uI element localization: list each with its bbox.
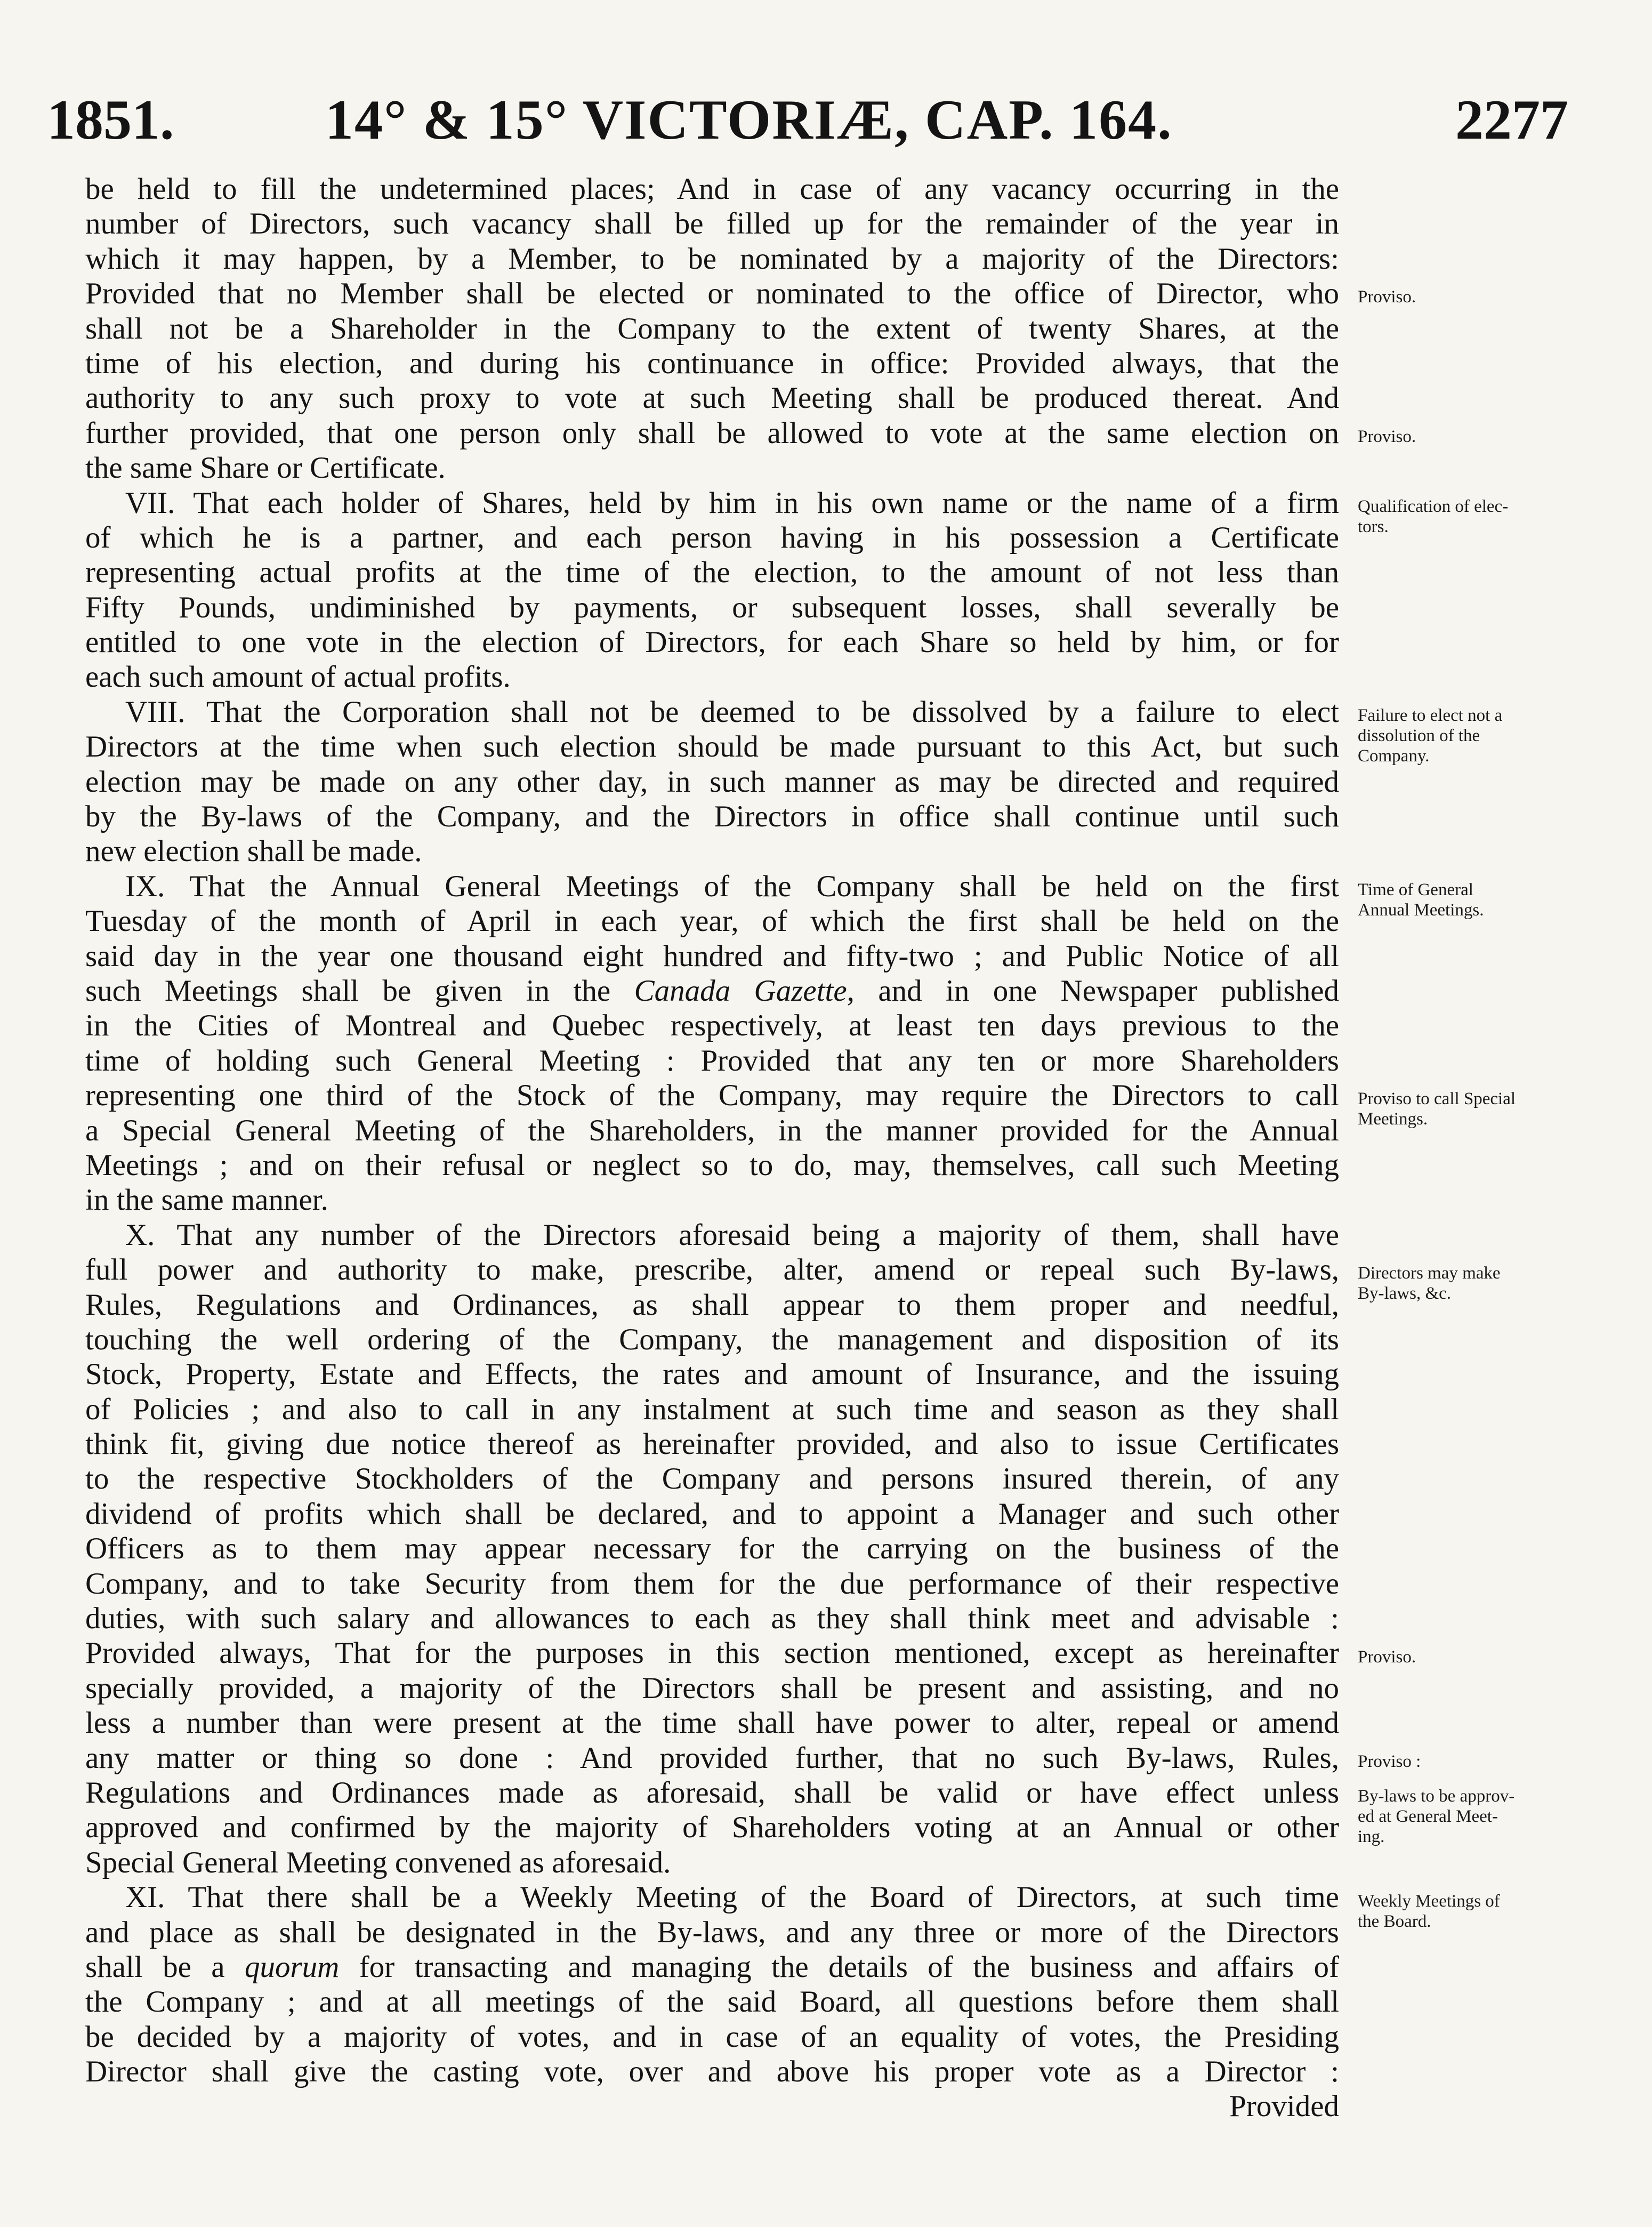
margin-note: Weekly Meetings of the Board.	[1358, 1891, 1500, 1931]
text-line: X. That any number of the Directors aforesaid being a majority of them, shall have	[125, 1218, 1339, 1252]
text-line: and place as shall be designated in the By-laws, and any three or more of the Directors	[85, 1915, 1339, 1949]
text-line: representing actual profits at the time of the election, to the amount of not less than	[85, 556, 1339, 590]
page-number: 2277	[1455, 89, 1568, 151]
margin-note: Proviso.	[1358, 287, 1416, 307]
text-line: dividend of profits which shall be declared, and to appoint a Manager and such other	[85, 1497, 1339, 1531]
margin-note: Proviso.	[1358, 427, 1416, 446]
header-title: 14° & 15° VICTORIÆ, CAP. 164.	[325, 89, 1173, 151]
text-line: representing one third of the Stock of the Company, may require the Directors to call	[85, 1079, 1339, 1113]
text-line: Company, and to take Security from them for the due performance of their respective	[85, 1566, 1339, 1601]
text-line: shall not be a Shareholder in the Company to the extent of twenty Shares, at the	[85, 311, 1339, 345]
text-line: such Meetings shall be given in the Canada Gazette, and in one Newspaper published	[85, 974, 1339, 1008]
text-line: in the same manner.	[85, 1183, 328, 1217]
text-line: of Policies ; and also to call in any instalment at such time and season as they shall	[85, 1392, 1339, 1426]
text-line: time of his election, and during his continuance in office: Provided always, that the	[85, 346, 1339, 380]
margin-note: Directors may make By-laws, &c.	[1358, 1264, 1501, 1304]
text-line: Provided that no Member shall be elected or nominated to the office of Director, who	[85, 277, 1339, 311]
text-line: approved and confirmed by the majority of Shareholders voting at an Annual or other	[85, 1811, 1339, 1845]
text-line: to the respective Stockholders of the Company and persons insured therein, of any	[85, 1462, 1339, 1496]
text-line: Fifty Pounds, undiminished by payments, or subsequent losses, shall severally be	[85, 590, 1339, 624]
text-line: specially provided, a majority of the Directors shall be present and assisting, and no	[85, 1671, 1339, 1705]
text-line: Stock, Property, Estate and Effects, the rates and amount of Insurance, and the issuing	[85, 1357, 1339, 1392]
text-line: Rules, Regulations and Ordinances, as shall appear to them proper and needful,	[85, 1288, 1339, 1322]
text-line: Special General Meeting convened as aforesaid.	[85, 1845, 671, 1879]
text-line: touching the well ordering of the Company, the management and disposition of its	[85, 1322, 1339, 1356]
text-line: duties, with such salary and allowances to each as they shall think meet and advisable :	[85, 1602, 1339, 1636]
text-line: less a number than were present at the time shall have power to alter, repeal or amend	[85, 1706, 1339, 1740]
text-line: Meetings ; and on their refusal or neglect so to do, may, themselves, call such Meeting	[85, 1148, 1339, 1182]
text-line: Provided	[1229, 2089, 1339, 2124]
text-line: think fit, giving due notice thereof as hereinafter provided, and also to issue Certificates	[85, 1427, 1339, 1461]
text-line: Regulations and Ordinances made as aforesaid, shall be valid or have effect unless	[85, 1775, 1339, 1810]
text-line: new election shall be made.	[85, 834, 422, 869]
margin-note: Proviso to call Special Meetings.	[1358, 1089, 1516, 1129]
text-line: by the By-laws of the Company, and the Directors in office shall continue until such	[85, 800, 1339, 834]
text-line: XI. That there shall be a Weekly Meeting of the Board of Directors, at such time	[125, 1880, 1339, 1915]
text-line: which it may happen, by a Member, to be nominated by a majority of the Directors:	[85, 242, 1339, 276]
text-line: entitled to one vote in the election of Directors, for each Share so held by him, or for	[85, 625, 1339, 660]
text-line: the same Share or Certificate.	[85, 451, 446, 485]
text-line: Tuesday of the month of April in each year, of which the first shall be held on the	[85, 904, 1339, 938]
statute-text	[85, 172, 1339, 2124]
text-line: the Company ; and at all meetings of the said Board, all questions before them shall	[85, 1985, 1339, 2019]
text-line: be held to fill the undetermined places; And in case of any vacancy occurring in the	[85, 172, 1339, 206]
text-line: said day in the year one thousand eight hundred and fifty-two ; and Public Notice of all	[85, 939, 1339, 973]
text-line: full power and authority to make, prescribe, alter, amend or repeal such By-laws,	[85, 1253, 1339, 1287]
text-line: election may be made on any other day, in such manner as may be directed and required	[85, 765, 1339, 799]
margin-note: By-laws to be approv- ed at General Meet- ing.	[1358, 1787, 1515, 1847]
text-line: Directors at the time when such election should be made pursuant to this Act, but such	[85, 730, 1339, 764]
text-line: Provided always, That for the purposes in this section mentioned, except as hereinafter	[85, 1636, 1339, 1670]
margin-note: Qualification of elec- tors.	[1358, 496, 1509, 536]
text-line: of which he is a partner, and each person having in his possession a Certificate	[85, 520, 1339, 554]
text-line: VII. That each holder of Shares, held by him in his own name or the name of a firm	[125, 486, 1339, 520]
text-line: further provided, that one person only shall be allowed to vote at the same election on	[85, 416, 1339, 450]
margin-note: Failure to elect not a dissolution of the Company.	[1358, 706, 1503, 766]
text-line: shall be a quorum for transacting and managing the details of the business and affairs of	[85, 1950, 1339, 1984]
text-line: each such amount of actual profits.	[85, 660, 511, 694]
page-header	[0, 80, 1652, 160]
text-line: be decided by a majority of votes, and in case of an equality of votes, the Presiding	[85, 2020, 1339, 2054]
text-line: number of Directors, such vacancy shall be filled up for the remainder of the year in	[85, 207, 1339, 241]
text-line: any matter or thing so done : And provided further, that no such By-laws, Rules,	[85, 1741, 1339, 1775]
text-line: time of holding such General Meeting : Provided that any ten or more Shareholders	[85, 1043, 1339, 1078]
header-year: 1851.	[47, 89, 174, 151]
text-line: in the Cities of Montreal and Quebec respectively, at least ten days previous to the	[85, 1009, 1339, 1043]
margin-note: Proviso.	[1358, 1647, 1416, 1667]
text-line: IX. That the Annual General Meetings of the Company shall be held on the first	[125, 869, 1339, 903]
text-line: Officers as to them may appear necessary for the carrying on the business of the	[85, 1532, 1339, 1566]
text-line: Director shall give the casting vote, over and above his proper vote as a Director :	[85, 2055, 1339, 2089]
margin-note: Time of General Annual Meetings.	[1358, 880, 1484, 920]
italic-text: Canada Gazette	[634, 974, 847, 1008]
margin-note: Proviso :	[1358, 1752, 1421, 1771]
text-line: authority to any such proxy to vote at such Meeting shall be produced thereat. And	[85, 381, 1339, 415]
italic-text: quorum	[245, 1950, 340, 1984]
text-line: a Special General Meeting of the Shareholders, in the manner provided for the Annual	[85, 1113, 1339, 1147]
text-line: VIII. That the Corporation shall not be deemed to be dissolved by a failure to elect	[125, 695, 1339, 729]
